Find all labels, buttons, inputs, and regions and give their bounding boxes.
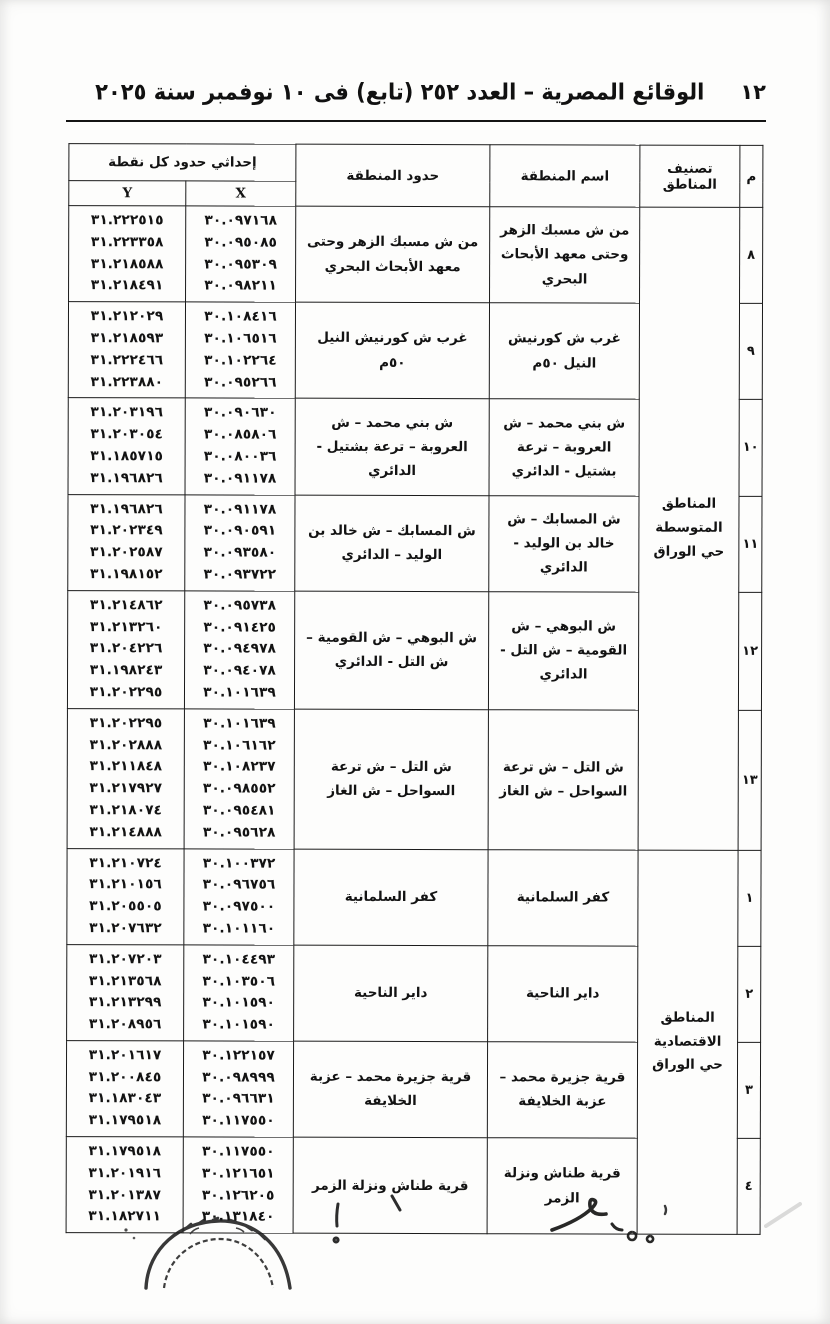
coordinate-value-x: ٣٠.١٢١٦٥١ [201, 1165, 275, 1182]
coordinate-value-y: ٣١.٢٢٢٤٦٦ [90, 351, 164, 369]
table-row [68, 206, 762, 304]
coordinate-value-y: ٣١.٢١٤٨٦٢ [89, 596, 163, 614]
y-coordinates-cell [68, 398, 185, 494]
coordinate-value-x: ٣٠.١٠١١٦٠ [202, 920, 276, 937]
area-bounds-cell: ش المسابك – ش خالد بن الوليد – الدائري [295, 495, 489, 592]
area-name-cell: من ش مسبك الزهر وحتى معهد الأبحاث البحري [490, 207, 640, 304]
coordinate-value-x: ٣٠.١٠٢٢٦٤ [204, 352, 277, 369]
header-divider [66, 120, 766, 122]
area-bounds-cell: ش البوهي – ش القومية – ش التل - الدائري [294, 591, 488, 709]
coordinate-value-y: ٣١.٢١٨٥٩٣ [90, 330, 164, 347]
row-index-cell: ٩ [739, 304, 762, 400]
coordinate-value-x: ٣٠.٠٩٧١٦٨ [204, 212, 278, 229]
coordinate-value-y: ٣١.٢٠٠٨٤٥ [88, 1068, 162, 1086]
x-coordinates-cell [185, 398, 295, 494]
coordinate-value-x: ٣٠.١٠٤٤٩٣ [202, 951, 276, 968]
area-name-cell: غرب ش كورنيش النيل ٥٠م [489, 303, 639, 400]
coordinate-value-x: ٣٠.٠٩٦٧٥٦ [202, 876, 276, 893]
row-index-cell: ٢ [738, 946, 761, 1042]
header-coordinates: إحداثي حدود كل نقطة [69, 144, 296, 182]
coordinate-value-y: ٣١.١٧٩٥١٨ [88, 1143, 162, 1160]
x-coordinates-cell [184, 945, 294, 1041]
coordinate-value-y: ٣١.٢٠٢٣٤٩ [90, 522, 163, 539]
coordinate-value-x: ٣٠.٠٩٨٢١١ [204, 277, 277, 295]
coordinate-value-x: ٣٠.٠٩٥٤٨١ [202, 802, 276, 819]
coordinate-value-x: ٣٠.٠٩١٤٢٥ [203, 618, 276, 636]
coordinate-value-x: ٣٠.١٠١٥٩٠ [202, 994, 275, 1011]
coordinate-value-x: ٣٠.٠٩٥٣٠٩ [204, 256, 277, 273]
y-coordinates-cell [67, 590, 184, 708]
classification-cell: المناطق الاقتصادية حي الوراق [637, 850, 738, 1235]
coordinate-value-y: ٣١.٢٠٨٩٥٦ [88, 1016, 162, 1033]
coordinate-value-x: ٣٠.٠٩٣٥٨٠ [203, 544, 277, 561]
coordinate-value-y: ٣١.٢١٧٩٢٧ [89, 780, 163, 797]
coordinate-value-x: ٣٠.٠٩٨٩٩٩ [202, 1069, 275, 1086]
coordinate-value-x: ٣٠.٠٩١١٧٨ [203, 501, 277, 518]
x-coordinates-cell [185, 494, 295, 590]
header-area-name: اسم المنطقة [490, 145, 640, 207]
area-bounds-cell: من ش مسبك الزهر وحتى معهد الأبحاث البحري [296, 206, 490, 303]
area-name-cell: ش المسابك – ش خالد بن الوليد - الدائري [489, 495, 639, 592]
area-name-cell: ش البوهي – ش القومية – ش التل - الدائري [488, 591, 638, 709]
area-name-cell: قرية جزيرة محمد – عزبة الخلايفة [487, 1042, 637, 1139]
area-name-cell: داير الناحية [488, 945, 638, 1042]
coordinate-value-x: ٣٠.٠٩٤٠٧٨ [203, 662, 276, 679]
coordinate-value-y: ٣١.٢١٠٧٢٤ [89, 854, 162, 871]
coordinate-value-x: ٣٠.٠٨٠٠٣٦ [203, 448, 277, 465]
area-name-cell: قرية طناش ونزلة الزمر [487, 1138, 637, 1235]
header-x: X [186, 181, 296, 206]
coordinate-value-y: ٣١.٢٢٣٨٨٠ [90, 373, 164, 390]
y-coordinates-cell [68, 302, 185, 398]
area-name-cell: كفر السلمانية [488, 849, 638, 946]
coordinate-value-y: ٣١.١٩٦٨٢٦ [90, 469, 163, 487]
row-index-cell: ١٣ [738, 710, 761, 850]
coordinate-value-y: ٣١.٢٠١٣٨٧ [88, 1186, 161, 1204]
coordinate-value-x: ٣٠.١٣١٨٤٠ [201, 1208, 275, 1226]
coordinate-value-y: ٣١.٢٠٤٢٢٦ [89, 640, 163, 657]
coordinate-value-y: ٣١.١٨٢٧١١ [88, 1208, 161, 1225]
coordinate-value-y: ٣١.٢١٢٠٢٩ [90, 308, 164, 325]
coordinate-value-y: ٣١.٢١٤٨٨٨ [89, 823, 162, 841]
coordinate-value-y: ٣١.٢١١٨٤٨ [89, 758, 163, 775]
coordinate-value-y: ٣١.٢٠٢٢٩٥ [89, 684, 163, 701]
header-classification: تصنيف المناطق [640, 145, 740, 207]
coordinate-value-x: ٣٠.١٠٣٥٠٦ [202, 972, 276, 990]
coordinate-value-y: ٣١.٢٠٧٢٠٣ [88, 950, 162, 968]
coordinate-value-y: ٣١.٢٠٧٦٣٢ [89, 920, 162, 937]
coordinate-value-y: ٣١.١٩٦٨٢٦ [90, 500, 163, 517]
coordinate-value-y: ٣١.١٩٨٢٤٣ [89, 662, 163, 679]
table-body [66, 206, 763, 1235]
coordinate-value-x: ٣٠.١٢٦٢٠٥ [201, 1187, 275, 1204]
table-header [69, 144, 763, 208]
coordinate-value-y: ٣١.٢١٨٤٩١ [90, 277, 164, 294]
coordinate-value-y: ٣١.٢٢٣٣٥٨ [90, 233, 164, 251]
coordinate-value-y: ٣١.٢١٣٢٩٩ [88, 994, 162, 1011]
coordinate-value-x: ٣٠.٠٩٥٢٦٦ [203, 374, 277, 391]
header-area-bounds: حدود المنطقة [296, 144, 490, 207]
area-name-cell: ش بني محمد – ش العروبة – ترعة بشتيل - الدائري [489, 399, 639, 496]
coordinate-value-x: ٣٠.١٠٨٤١٦ [204, 308, 277, 325]
coordinate-value-y: ٣١.٢٠٢٥٨٧ [90, 544, 163, 561]
coordinate-value-x: ٣٠.١٠١٦٣٩ [203, 684, 276, 701]
coordinate-value-y: ٣١.٢١٣٥٦٨ [88, 972, 162, 989]
y-coordinates-cell [66, 1040, 183, 1136]
coordinate-value-y: ٣١.٢٠٢٢٩٥ [89, 714, 163, 732]
coordinate-value-y: ٣١.٢٢٢٥١٥ [90, 212, 164, 229]
coordinate-value-y: ٣١.٢٠٣١٩٦ [90, 404, 164, 421]
coordinate-value-x: ٣٠.٠٩٣٧٢٢ [203, 566, 277, 583]
coordinate-value-y: ٣١.٢٠٢٨٨٨ [89, 736, 163, 753]
coordinate-value-x: ٣٠.٠٩٨٥٥٢ [202, 780, 276, 797]
coordinate-value-x: ٣٠.١٠١٦٣٩ [203, 715, 276, 732]
area-bounds-cell: ش بني محمد – ش العروبة – ترعة بشتيل - الدائري [295, 399, 489, 496]
x-coordinates-cell [183, 1041, 293, 1137]
page-header [0, 0, 830, 122]
coordinate-value-y: ٣١.١٩٨١٥٢ [89, 566, 163, 583]
area-bounds-cell: قرية جزيرة محمد – عزبة الخلايفة [293, 1041, 487, 1138]
coordinate-value-x: ٣٠.١٠١٥٩٠ [202, 1016, 275, 1033]
zones-coordinates-table [66, 143, 764, 1235]
coordinate-value-y: ٣١.٢١٨٥٨٨ [90, 255, 164, 272]
coordinate-value-x: ٣٠.٠٩٠٥٩١ [203, 522, 277, 539]
coordinate-value-x: ٣٠.٠٩٠٦٣٠ [203, 404, 277, 422]
coordinate-value-x: ٣٠.١١٧٥٥٠ [202, 1112, 275, 1129]
area-bounds-cell: قرية طناش ونزلة الزمر [293, 1137, 487, 1234]
x-coordinates-cell [186, 206, 296, 302]
table-row [67, 848, 761, 946]
area-name-cell: ش التل – ش ترعة السواحل – ش الغاز [488, 709, 638, 849]
coordinate-value-x: ٣٠.٠٨٥٨٠٦ [203, 426, 277, 443]
coordinate-value-x: ٣٠.٠٩٥٦٢٨ [202, 824, 276, 841]
coordinate-value-x: ٣٠.١١٧٥٥٠ [201, 1143, 275, 1160]
coordinate-value-x: ٣٠.١٠٦٥١٦ [204, 330, 277, 347]
x-coordinates-cell [184, 848, 294, 944]
y-coordinates-cell [67, 944, 184, 1040]
coordinate-value-x: ٣٠.٠٩٥٠٨٥ [204, 234, 277, 251]
y-coordinates-cell [68, 206, 185, 302]
area-bounds-cell: كفر السلمانية [294, 849, 488, 946]
coordinate-value-y: ٣١.٢١٠١٥٦ [89, 876, 162, 893]
signature-marks [300, 1186, 700, 1276]
x-coordinates-cell [184, 709, 294, 849]
y-coordinates-cell [68, 494, 185, 590]
row-index-cell: ٣ [737, 1042, 760, 1138]
gazette-title: الوقائع المصرية – العدد ٢٥٢ (تابع) فى ١٠ نوفمبر سنة ٢٠٢٥ [95, 79, 705, 105]
x-coordinates-cell [185, 302, 295, 398]
coordinate-value-y: ٣١.٢٠١٩١٦ [88, 1165, 162, 1182]
row-index-cell: ١٢ [738, 592, 761, 710]
coordinate-value-x: ٣٠.٠٩١١٧٨ [203, 470, 277, 487]
y-coordinates-cell [67, 708, 184, 848]
coordinate-value-y: ٣١.١٨٥٧١٥ [90, 448, 163, 465]
coordinate-value-y: ٣١.٢٠١٦١٧ [88, 1047, 162, 1064]
area-bounds-cell: داير الناحية [294, 945, 488, 1042]
coordinate-value-y: ٣١.٢٠٣٠٥٤ [90, 426, 163, 443]
coordinate-value-x: ٣٠.١٢٢١٥٧ [202, 1047, 275, 1064]
coordinate-value-x: ٣٠.١٠٨٢٣٧ [202, 758, 276, 775]
coordinate-value-x: ٣٠.٠٩٤٩٧٨ [203, 640, 276, 657]
row-index-cell: ١ [738, 850, 761, 946]
row-index-cell: ٨ [740, 207, 763, 303]
scan-corner-artifact [760, 1196, 810, 1236]
header-index: م [740, 145, 763, 207]
coordinate-value-x: ٣٠.١٠٠٣٧٢ [202, 854, 276, 872]
area-bounds-cell: ش التل – ش ترعة السواحل – ش الغاز [294, 709, 488, 849]
row-index-cell: ١٠ [739, 400, 762, 496]
coordinate-value-y: ٣١.١٨٣٠٤٣ [88, 1090, 162, 1107]
row-index-cell: ١١ [739, 496, 762, 592]
coordinate-value-x: ٣٠.٠٩٥٧٣٨ [203, 597, 277, 614]
coordinate-value-x: ٣٠.٠٩٦٦٣١ [202, 1090, 275, 1108]
official-stamp-icon [118, 1200, 308, 1290]
row-index-cell: ٤ [737, 1138, 760, 1234]
coordinate-value-x: ٣٠.٠٩٧٥٠٠ [202, 898, 276, 915]
classification-cell: المناطق المتوسطة حي الوراق [638, 207, 740, 850]
coordinate-value-y: ٣١.٢١٨٠٧٤ [89, 802, 162, 819]
header-y: Y [69, 181, 186, 206]
page-number: ١٢ [740, 80, 766, 104]
coordinate-value-x: ٣٠.١٠٦١٦٢ [203, 736, 276, 754]
coordinate-value-y: ٣١.١٧٩٥١٨ [88, 1112, 162, 1129]
y-coordinates-cell [67, 848, 184, 944]
area-bounds-cell: غرب ش كورنيش النيل ٥٠م [295, 302, 489, 399]
x-coordinates-cell [184, 591, 294, 709]
coordinate-value-y: ٣١.٢١٣٢٦٠ [89, 618, 163, 635]
coordinate-value-y: ٣١.٢٠٥٥٠٥ [89, 898, 162, 915]
